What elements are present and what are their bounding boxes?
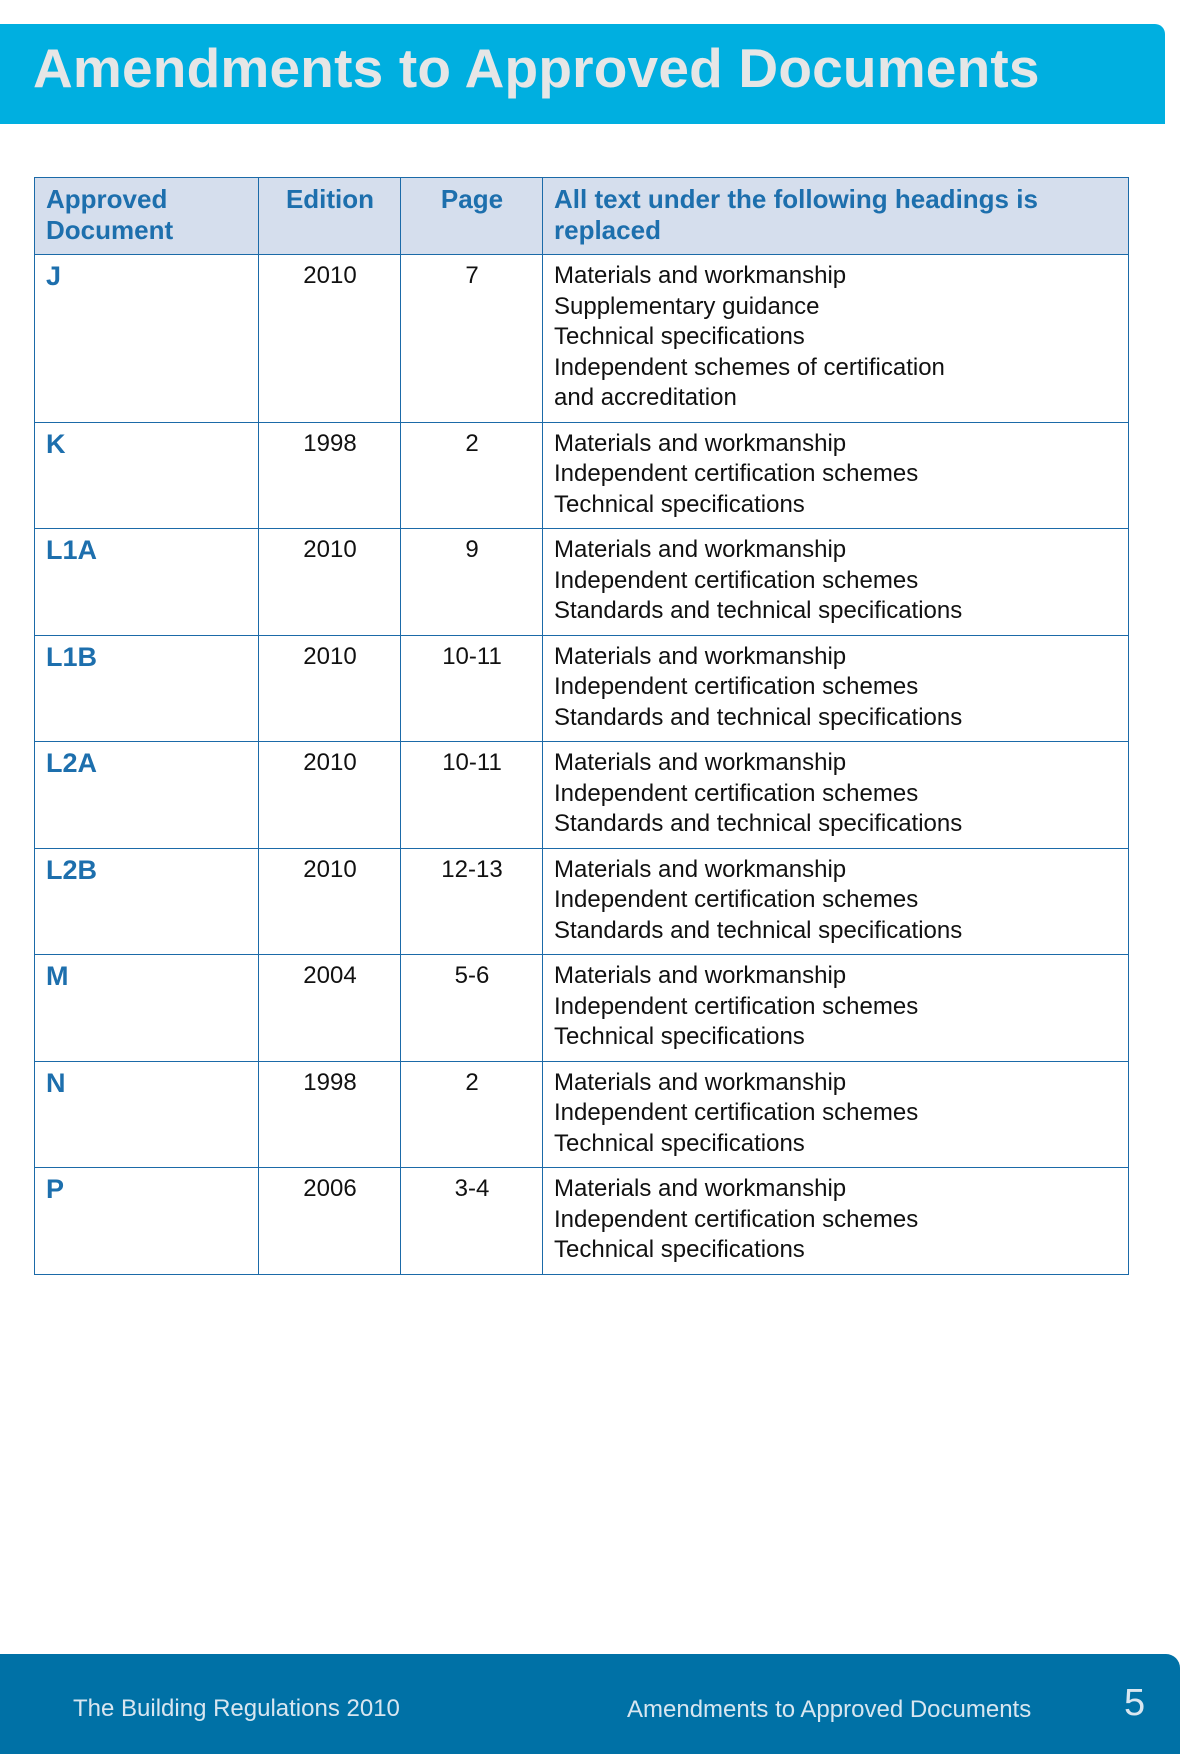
edition-cell: 1998 xyxy=(259,422,401,529)
approved-document-cell: P xyxy=(35,1168,259,1275)
replaced-headings-cell xyxy=(543,1061,1129,1168)
table-row xyxy=(35,529,1129,636)
heading-line: Technical specifications xyxy=(554,490,805,518)
heading-line: Materials and workmanship xyxy=(554,642,847,670)
table-row xyxy=(35,422,1129,529)
page-cell: 2 xyxy=(401,422,543,529)
approved-document-cell: K xyxy=(35,422,259,529)
heading-line: Materials and workmanship xyxy=(554,1068,847,1096)
header-edition: Edition xyxy=(259,178,401,255)
header-approved-document: Approved Document xyxy=(35,178,259,255)
page-cell: 12-13 xyxy=(401,848,543,955)
heading-line: Supplementary guidance xyxy=(554,292,820,320)
heading-line: Standards and technical specifications xyxy=(554,597,963,624)
footer-bar xyxy=(0,1654,1180,1754)
title-banner xyxy=(0,24,1165,124)
amendments-table xyxy=(34,177,1129,1275)
replaced-headings-cell xyxy=(543,529,1129,636)
heading-line: Independent certification schemes xyxy=(554,566,919,594)
footer-section-title: Amendments to Approved Documents xyxy=(627,1696,1032,1723)
heading-line: Independent certification schemes xyxy=(554,460,919,487)
heading-line: Independent schemes of certification xyxy=(554,353,945,381)
heading-line: Independent certification schemes xyxy=(554,779,919,807)
approved-document-cell: L2A xyxy=(35,742,259,849)
heading-line: Technical specifications xyxy=(554,1023,805,1050)
heading-line: and accreditation xyxy=(554,384,737,411)
replaced-headings-cell xyxy=(543,422,1129,529)
edition-cell: 1998 xyxy=(259,1061,401,1168)
header-replaced-text: All text under the following headings is replaced xyxy=(543,178,1129,255)
heading-line: Technical specifications xyxy=(554,1236,805,1263)
approved-document-cell: L1A xyxy=(35,529,259,636)
heading-line: Materials and workmanship xyxy=(554,536,847,563)
edition-cell: 2010 xyxy=(259,635,401,742)
edition-cell: 2006 xyxy=(259,1168,401,1275)
page-cell: 9 xyxy=(401,529,543,636)
table-row xyxy=(35,1061,1129,1168)
table-row xyxy=(35,255,1129,423)
heading-line: Standards and technical specifications xyxy=(554,916,963,944)
replaced-headings-cell xyxy=(543,255,1129,423)
replaced-headings-cell xyxy=(543,742,1129,849)
approved-document-cell: L1B xyxy=(35,635,259,742)
approved-document-cell: M xyxy=(35,955,259,1062)
page-cell: 2 xyxy=(401,1061,543,1168)
edition-cell: 2010 xyxy=(259,848,401,955)
edition-cell: 2010 xyxy=(259,742,401,849)
heading-line: Standards and technical specifications xyxy=(554,810,963,837)
heading-line: Materials and workmanship xyxy=(554,962,847,989)
header-page: Page xyxy=(401,178,543,255)
edition-cell: 2010 xyxy=(259,255,401,423)
heading-line: Independent certification schemes xyxy=(554,1205,919,1233)
replaced-headings-cell xyxy=(543,848,1129,955)
table-row xyxy=(35,848,1129,955)
edition-cell: 2004 xyxy=(259,955,401,1062)
approved-document-cell: J xyxy=(35,255,259,423)
heading-line: Technical specifications xyxy=(554,323,805,350)
heading-line: Independent certification schemes xyxy=(554,1099,919,1126)
table-row xyxy=(35,635,1129,742)
heading-line: Materials and workmanship xyxy=(554,855,847,883)
page-number: 5 xyxy=(1124,1682,1146,1724)
heading-line: Materials and workmanship xyxy=(554,262,847,289)
approved-document-cell: L2B xyxy=(35,848,259,955)
replaced-headings-cell xyxy=(543,635,1129,742)
approved-document-cell: N xyxy=(35,1061,259,1168)
table-body xyxy=(35,255,1129,1275)
edition-cell: 2010 xyxy=(259,529,401,636)
heading-line: Independent certification schemes xyxy=(554,886,919,913)
page-cell: 7 xyxy=(401,255,543,423)
heading-line: Materials and workmanship xyxy=(554,749,847,776)
page-title: Amendments to Approved Documents xyxy=(33,37,1040,99)
page-cell: 3-4 xyxy=(401,1168,543,1275)
page-cell: 5-6 xyxy=(401,955,543,1062)
table-row xyxy=(35,1168,1129,1275)
table-row xyxy=(35,955,1129,1062)
heading-line: Standards and technical specifications xyxy=(554,703,963,731)
footer-publication: The Building Regulations 2010 xyxy=(73,1695,400,1722)
heading-line: Technical specifications xyxy=(554,1129,805,1157)
heading-line: Independent certification schemes xyxy=(554,673,919,700)
replaced-headings-cell xyxy=(543,1168,1129,1275)
replaced-headings-cell xyxy=(543,955,1129,1062)
page-cell: 10-11 xyxy=(401,742,543,849)
heading-line: Materials and workmanship xyxy=(554,1175,847,1202)
table-header-row xyxy=(35,178,1129,255)
table-row xyxy=(35,742,1129,849)
page-cell: 10-11 xyxy=(401,635,543,742)
heading-line: Materials and workmanship xyxy=(554,429,847,457)
heading-line: Independent certification schemes xyxy=(554,992,919,1020)
